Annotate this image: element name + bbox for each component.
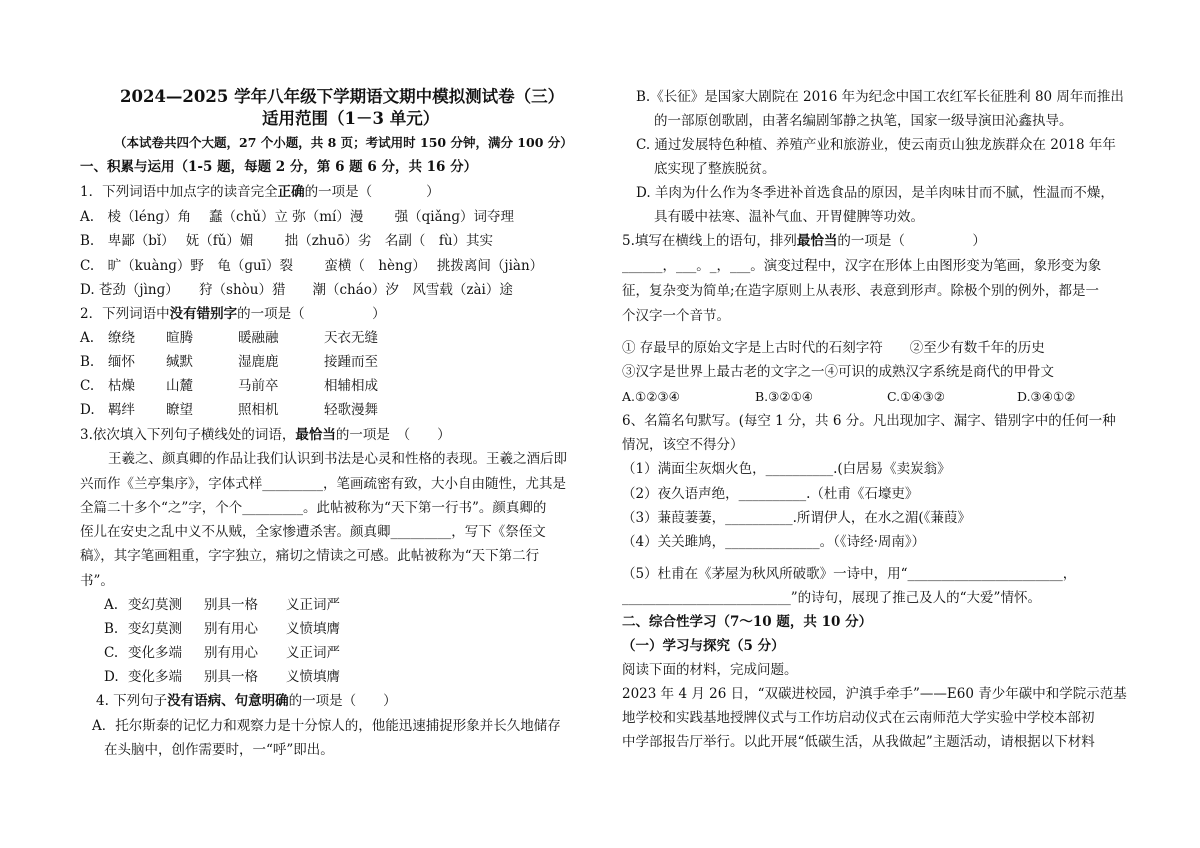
q4-option-c-line-2: 底实现了整族脱贫。	[654, 161, 776, 177]
q6-line-3: （3）蒹葭萋萋，__________.所谓伊人，在水之湄(《蒹葭》	[622, 510, 971, 526]
q4-stem-emphasis: 没有语病、句意明确	[167, 693, 289, 709]
q5-items-line-2: ③汉字是世界上最古老的文字之一④可识的成熟汉字系统是商代的甲骨文	[622, 364, 1054, 380]
q6-line-1: （1）满面尘灰烟火色，__________.(白居易《卖炭翁》	[622, 461, 951, 477]
q3-para-line-1: 王羲之、颜真卿的作品让我们认识到书法是心灵和性格的表现。王羲之酒后即	[108, 451, 567, 467]
q6-stem-line-1: 6、名篇名句默写。(每空 1 分，共 6 分。凡出现加字、漏字、错别字中的任何一种	[622, 413, 1116, 429]
q6-line-2: （2）夜久语声绝，__________.（杜甫《石壕吏》	[622, 486, 919, 502]
q5-stem-a: 5.填写在横线上的语句，排列	[622, 233, 797, 249]
q5-option-d: D.③④①②	[1017, 389, 1076, 404]
q1-option-a: A. 棱（lénɡ）角 蠢（chǔ）立 弥（mí）漫 强（qiǎnɡ）词夺理	[80, 209, 514, 225]
q2-option-a: A. 缭绕 暄腾 暖融融 天衣无缝	[80, 330, 378, 346]
q2-option-d: D. 羁绊 瞭望 照相机 轻歌漫舞	[80, 402, 378, 418]
q4-option-d-line-2: 具有暖中祛寒、温补气血、开胃健脾等功效。	[654, 209, 924, 225]
q4-stem	[96, 692, 397, 710]
q2-stem-a: 2．下列词语中	[80, 306, 170, 322]
q5-stem	[622, 232, 986, 250]
q3-para-line-3: 全篇二十多个“之”字，个个_________。此帖被称为“天下第一行书”。颜真卿的	[80, 500, 547, 516]
q2-option-c: C. 枯燥 山麓 马前卒 相辅相成	[80, 378, 378, 394]
q2-stem-emphasis: 没有错别字	[169, 306, 238, 322]
q4-option-a-line-2: 在头脑中，创作需要时，一“呼”即出。	[104, 742, 334, 758]
q6-stem-line-2: 情况，该空不得分）	[622, 437, 744, 453]
q4-option-a-line-1: A．托尔斯泰的记忆力和观察力是十分惊人的，他能迅速捕捉形象并长久地储存	[92, 718, 561, 734]
q1-stem-emphasis: 正确	[277, 184, 305, 200]
q6-line-5b: _________________________”的诗句，展现了推己及人的“大爱”情怀。	[622, 590, 1041, 606]
q1-option-c: C. 旷（kuànɡ）野 龟（ɡuī）裂 蛮横（ hènɡ） 挑拨离间（jiàn）	[80, 258, 544, 274]
q3-option-c: C. 变化多端 别有用心 义正词严	[104, 645, 340, 661]
material-line-2: 地学校和实践基地授牌仪式与工作坊启动仪式在云南师范大学实验中学校本部初	[622, 710, 1095, 726]
q2-option-b: B. 缅怀 缄默 湿鹿鹿 接踵而至	[80, 354, 378, 370]
q1-stem	[80, 183, 440, 201]
q3-para-line-6: 书”。	[80, 573, 114, 589]
q5-option-b: B.③②①④	[755, 389, 813, 404]
q6-line-5a: （5）杜甫在《茅屋为秋风所破歌》一诗中，用“_______________________，	[622, 566, 1077, 582]
q5-para-line-2: 征，复杂变为简单;在造字原则上从表形、表意到形声。除极个别的例外，都是一	[622, 283, 1100, 299]
q1-option-d: D. 苍劲（jìnɡ） 狩（shòu）猎 潮（cháo）汐 风雪载（zài）途	[80, 282, 513, 298]
q5-option-a: A.①②③④	[622, 389, 680, 404]
exam-note: （本试卷共四个大题，27 个小题，共 8 页；考试用时 150 分钟，满分 100 分）	[114, 135, 573, 150]
q5-stem-emphasis: 最恰当	[796, 233, 838, 249]
q4-option-c-line-1: C. 通过发展特色种植、养殖产业和旅游业，使云南贡山独龙族群众在 2018 年年	[636, 137, 1116, 153]
q6-line-4: （4）关关雎鸠，______________。（《诗经·周南》）	[622, 534, 926, 550]
q3-stem	[80, 426, 451, 444]
exam-scope: 适用范围（1－3 单元）	[262, 109, 440, 128]
q4-stem-a: 4. 下列句子	[96, 693, 168, 709]
q3-para-line-2: 兴而作《兰亭集序》，字体式样_________，笔画疏密有致，大小自由随性，尤其是	[80, 476, 566, 492]
q4-option-b-line-1: B.《长征》是国家大剧院在 2016 年为纪念中国工农红军长征胜利 80 周年而推出	[636, 89, 1124, 105]
q5-options	[622, 388, 1075, 406]
q1-option-b: B. 卑鄙（bǐ） 妩（fǔ）媚 拙（zhuō）劣 名副（ fù）其实	[80, 233, 494, 249]
q2-stem-c: 的一项是（ ）	[237, 306, 386, 322]
q5-option-c: C.①④③②	[887, 389, 945, 404]
q4-stem-c: 的一项是（ ）	[288, 693, 397, 709]
q5-para-line-1: ______，___。_，___。演变过程中，汉字在形体上由图形变为笔画，象形变为象	[622, 258, 1102, 274]
material-line-3: 中学部报告厅举行。以此开展“低碳生活，从我做起”主题活动，请根据以下材料	[622, 734, 1095, 750]
q1-stem-c: 的一项是（ ）	[304, 184, 440, 200]
q3-stem-emphasis: 最恰当	[295, 427, 336, 443]
q3-option-b: B. 变幻莫测 别有用心 义愤填膺	[104, 621, 340, 637]
q3-stem-a: 3.依次填入下列句子横线处的词语，	[80, 427, 296, 443]
q3-stem-c: 的一项是 （ ）	[335, 427, 451, 443]
q3-para-line-4: 侄儿在安史之乱中义不从贼，全家惨遭杀害。颜真卿_________，写下《祭侄文	[80, 524, 546, 540]
q2-stem	[80, 305, 386, 323]
q3-option-d: D. 变化多端 别具一格 义愤填膺	[104, 669, 340, 685]
q4-option-b-line-2: 的一部原创歌剧，由著名编剧邹静之执笔，国家一级导演田沁鑫执导。	[654, 113, 1073, 129]
q5-stem-c: 的一项是（ ）	[837, 233, 986, 249]
exam-title: 2024—2025 学年八年级下学期语文期中模拟测试卷（三）	[120, 87, 565, 106]
reading-instruction: 阅读下面的材料，完成问题。	[622, 662, 798, 678]
q3-option-a: A. 变幻莫测 别具一格 义正词严	[104, 597, 340, 613]
section-1-heading: 一、积累与运用（1-5 题，每题 2 分，第 6 题 6 分，共 16 分）	[80, 159, 478, 175]
q1-stem-a: 1．下列词语中加点字的读音完全	[80, 184, 278, 200]
q4-option-d-line-1: D. 羊肉为什么作为冬季进补首选食品的原因，是羊肉味甘而不腻，性温而不燥，	[636, 185, 1114, 201]
q5-para-line-3: 个汉字一个音节。	[622, 308, 730, 324]
material-line-1: 2023 年 4 月 26 日，“双碳进校园，沪滇手牵手”——E60 青少年碳中和学院示范基	[622, 686, 1127, 702]
q5-items-line-1: ① 存最早的原始文字是上古时代的石刻字符 ②至少有数千年的历史	[622, 340, 1045, 356]
subsection-1-heading: （一）学习与探究（5 分）	[622, 638, 785, 654]
q3-para-line-5: 稿》，其字笔画粗重，字字独立，痛切之情读之可感。此帖被称为“天下第二行	[80, 548, 540, 564]
section-2-heading: 二、综合性学习（7～10 题，共 10 分）	[622, 614, 873, 630]
